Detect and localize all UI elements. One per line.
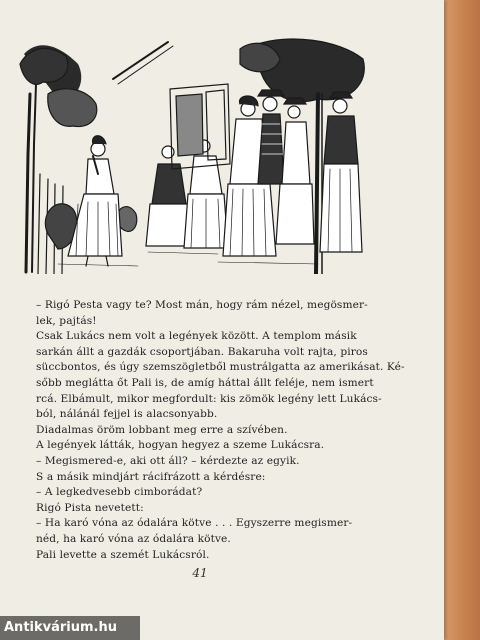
watermark-logo: Antikvárium.hu: [0, 616, 140, 640]
text-line: néd, ha karó vóna az ódalára kötve.: [36, 532, 231, 545]
text-line: Csak Lukács nem volt a legények között. A templom másik: [36, 330, 357, 343]
text-line: Diadalmas öröm lobbant meg erre a szívében.: [36, 423, 288, 436]
text-line: sőbb meglátta őt Pali is, de amíg háttal állt feléje, nem ismert: [36, 376, 374, 389]
text-line: Pali levette a szemét Lukácsról.: [36, 548, 210, 561]
text-line: süccbontos, és úgy szemszögletből mustrálgatta az amerikásat. Ké-: [36, 361, 405, 374]
text-line: lek, pajtás!: [36, 314, 97, 327]
text-line: – Rigó Pesta vagy te? Most mán, hogy rám nézel, megösmer-: [36, 299, 368, 311]
text-line: ból, nálánál fejjel is alacsonyabb.: [36, 408, 218, 421]
text-line: rcá. Elbámult, mikor megfordult: kis zömök legény lett Lukács-: [36, 392, 382, 405]
text-line: A legények látták, hogyan hegyez a szeme Lukácsra.: [36, 439, 325, 452]
page-number: 41: [192, 566, 208, 580]
village-scene-illustration: [18, 34, 370, 274]
text-line: – Ha karó vóna az ódalára kötve . . . Egyszerre megismer-: [36, 517, 353, 530]
text-line: sarkán állt a gazdák csoportjában. Bakaruha volt rajta, piros: [36, 345, 368, 358]
page-text: [36, 298, 405, 563]
background-edge: [440, 0, 480, 640]
text-line: – A legkedvesebb cimborádat?: [36, 486, 203, 499]
text-line: Rigó Pista nevetett:: [36, 501, 144, 514]
text-line: – Megismered-e, aki ott áll? – kérdezte az egyik.: [36, 454, 300, 467]
text-line: S a másik mindjárt rácifrázott a kérdésre:: [36, 470, 266, 483]
